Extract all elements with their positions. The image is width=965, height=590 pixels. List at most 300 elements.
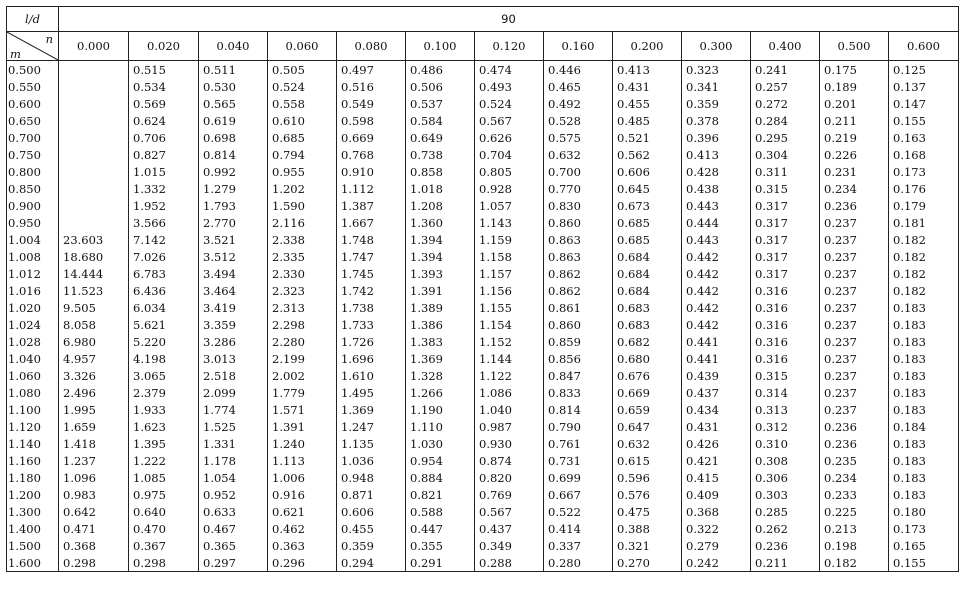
value-cell: 0.201	[820, 95, 889, 112]
value-cell: 0.684	[613, 282, 682, 299]
value-cell: 1.495	[337, 384, 406, 401]
table-row	[7, 418, 959, 435]
m-value-cell: 1.008	[7, 248, 59, 265]
value-cell: 0.355	[406, 537, 475, 554]
value-cell: 1.995	[59, 401, 129, 418]
table-row	[7, 554, 959, 572]
value-cell: 0.262	[751, 520, 820, 537]
value-cell: 0.175	[820, 61, 889, 79]
value-cell: 0.294	[337, 554, 406, 572]
value-cell: 0.414	[544, 520, 613, 537]
value-cell: 0.446	[544, 61, 613, 79]
value-cell: 3.286	[199, 333, 268, 350]
value-cell: 1.110	[406, 418, 475, 435]
data-table	[6, 6, 959, 572]
value-cell: 0.168	[889, 146, 959, 163]
value-cell: 0.322	[682, 520, 751, 537]
m-value-cell: 1.300	[7, 503, 59, 520]
value-cell: 0.237	[820, 367, 889, 384]
value-cell: 5.220	[129, 333, 199, 350]
value-cell: 0.474	[475, 61, 544, 79]
value-cell	[59, 129, 129, 146]
value-cell: 0.441	[682, 350, 751, 367]
value-cell: 3.419	[199, 299, 268, 316]
value-cell: 0.621	[268, 503, 337, 520]
value-cell: 0.284	[751, 112, 820, 129]
value-cell: 1.386	[406, 316, 475, 333]
value-cell: 0.303	[751, 486, 820, 503]
table-row	[7, 503, 959, 520]
value-cell: 7.026	[129, 248, 199, 265]
value-cell: 0.833	[544, 384, 613, 401]
value-cell: 0.521	[613, 129, 682, 146]
value-cell: 1.418	[59, 435, 129, 452]
value-cell: 0.814	[199, 146, 268, 163]
value-cell: 1.266	[406, 384, 475, 401]
value-cell	[59, 95, 129, 112]
value-cell: 1.190	[406, 401, 475, 418]
value-cell: 2.280	[268, 333, 337, 350]
value-cell: 3.013	[199, 350, 268, 367]
value-cell: 3.494	[199, 265, 268, 282]
value-cell: 1.328	[406, 367, 475, 384]
value-cell: 0.770	[544, 180, 613, 197]
value-cell: 1.178	[199, 452, 268, 469]
value-cell: 0.421	[682, 452, 751, 469]
value-cell: 0.237	[820, 282, 889, 299]
value-cell: 0.236	[751, 537, 820, 554]
value-cell: 0.323	[682, 61, 751, 79]
value-cell: 0.189	[820, 78, 889, 95]
value-cell: 0.415	[682, 469, 751, 486]
value-cell: 0.165	[889, 537, 959, 554]
value-cell: 0.236	[820, 418, 889, 435]
value-cell: 0.183	[889, 350, 959, 367]
value-cell: 0.426	[682, 435, 751, 452]
value-cell: 1.391	[268, 418, 337, 435]
header-row-n	[7, 32, 959, 61]
value-cell: 3.566	[129, 214, 199, 231]
value-cell: 7.142	[129, 231, 199, 248]
value-cell: 0.862	[544, 265, 613, 282]
m-value-cell: 1.140	[7, 435, 59, 452]
value-cell: 0.820	[475, 469, 544, 486]
m-value-cell: 1.500	[7, 537, 59, 554]
value-cell: 0.234	[820, 180, 889, 197]
n-header-cell: 0.060	[268, 32, 337, 61]
value-cell: 0.462	[268, 520, 337, 537]
value-cell: 0.682	[613, 333, 682, 350]
value-cell: 0.181	[889, 214, 959, 231]
m-label: m	[10, 47, 21, 61]
value-cell: 0.884	[406, 469, 475, 486]
m-value-cell: 1.040	[7, 350, 59, 367]
table-row	[7, 146, 959, 163]
value-cell: 3.521	[199, 231, 268, 248]
value-cell: 1.369	[337, 401, 406, 418]
value-cell: 0.183	[889, 299, 959, 316]
value-cell: 1.152	[475, 333, 544, 350]
value-cell: 0.916	[268, 486, 337, 503]
value-cell: 0.506	[406, 78, 475, 95]
value-cell: 0.683	[613, 299, 682, 316]
value-cell: 0.155	[889, 554, 959, 572]
value-cell: 1.742	[337, 282, 406, 299]
value-cell: 1.952	[129, 197, 199, 214]
value-cell: 0.237	[820, 265, 889, 282]
value-cell: 0.288	[475, 554, 544, 572]
value-cell: 0.642	[59, 503, 129, 520]
value-cell: 0.183	[889, 367, 959, 384]
value-cell: 0.183	[889, 486, 959, 503]
n-header-cell: 0.200	[613, 32, 682, 61]
value-cell: 0.308	[751, 452, 820, 469]
value-cell: 1.738	[337, 299, 406, 316]
value-cell: 0.234	[820, 469, 889, 486]
value-cell: 0.163	[889, 129, 959, 146]
value-cell: 0.306	[751, 469, 820, 486]
value-cell: 0.317	[751, 231, 820, 248]
value-cell: 0.280	[544, 554, 613, 572]
value-cell: 0.669	[613, 384, 682, 401]
value-cell: 0.700	[544, 163, 613, 180]
value-cell: 0.237	[820, 384, 889, 401]
table-row	[7, 469, 959, 486]
value-cell: 0.183	[889, 384, 959, 401]
value-cell: 0.465	[544, 78, 613, 95]
value-cell: 0.565	[199, 95, 268, 112]
value-cell: 0.549	[337, 95, 406, 112]
n-header-cell: 0.080	[337, 32, 406, 61]
table-row	[7, 78, 959, 95]
value-cell: 1.240	[268, 435, 337, 452]
table-row	[7, 435, 959, 452]
value-cell: 3.359	[199, 316, 268, 333]
m-value-cell: 1.016	[7, 282, 59, 299]
value-cell: 0.365	[199, 537, 268, 554]
value-cell: 0.183	[889, 401, 959, 418]
value-cell: 0.640	[129, 503, 199, 520]
value-cell: 0.270	[613, 554, 682, 572]
table-row	[7, 282, 959, 299]
value-cell: 1.202	[268, 180, 337, 197]
value-cell: 1.006	[268, 469, 337, 486]
value-cell: 1.015	[129, 163, 199, 180]
value-cell: 0.794	[268, 146, 337, 163]
value-cell: 0.676	[613, 367, 682, 384]
m-value-cell: 0.900	[7, 197, 59, 214]
value-cell: 0.830	[544, 197, 613, 214]
value-cell: 0.698	[199, 129, 268, 146]
value-cell: 1.086	[475, 384, 544, 401]
value-cell: 0.930	[475, 435, 544, 452]
value-cell: 0.619	[199, 112, 268, 129]
value-cell: 0.211	[820, 112, 889, 129]
m-value-cell: 1.012	[7, 265, 59, 282]
value-cell: 1.036	[337, 452, 406, 469]
value-cell: 3.326	[59, 367, 129, 384]
value-cell: 0.441	[682, 333, 751, 350]
value-cell: 0.237	[820, 248, 889, 265]
value-cell	[59, 61, 129, 79]
value-cell	[59, 163, 129, 180]
value-cell: 0.173	[889, 163, 959, 180]
value-cell: 0.606	[337, 503, 406, 520]
value-cell: 0.437	[682, 384, 751, 401]
value-cell: 2.335	[268, 248, 337, 265]
value-cell: 1.391	[406, 282, 475, 299]
value-cell: 0.182	[889, 231, 959, 248]
value-cell: 0.242	[682, 554, 751, 572]
value-cell: 0.297	[199, 554, 268, 572]
value-cell: 1.144	[475, 350, 544, 367]
value-cell: 0.485	[613, 112, 682, 129]
value-cell: 0.847	[544, 367, 613, 384]
value-cell: 0.633	[199, 503, 268, 520]
table-row	[7, 163, 959, 180]
value-cell: 0.183	[889, 469, 959, 486]
value-cell: 23.603	[59, 231, 129, 248]
value-cell: 0.632	[613, 435, 682, 452]
n-header-cell: 0.600	[889, 32, 959, 61]
value-cell: 2.313	[268, 299, 337, 316]
value-cell: 1.040	[475, 401, 544, 418]
value-cell: 0.610	[268, 112, 337, 129]
value-cell: 2.323	[268, 282, 337, 299]
table-row	[7, 214, 959, 231]
value-cell: 1.733	[337, 316, 406, 333]
m-value-cell: 0.850	[7, 180, 59, 197]
value-cell: 0.805	[475, 163, 544, 180]
value-cell: 0.237	[820, 299, 889, 316]
table-row	[7, 316, 959, 333]
value-cell: 0.368	[59, 537, 129, 554]
value-cell: 6.783	[129, 265, 199, 282]
value-cell: 0.685	[613, 214, 682, 231]
value-cell: 1.331	[199, 435, 268, 452]
value-cell: 1.112	[337, 180, 406, 197]
value-cell: 1.779	[268, 384, 337, 401]
value-cell: 6.980	[59, 333, 129, 350]
value-cell: 1.745	[337, 265, 406, 282]
value-cell: 0.615	[613, 452, 682, 469]
value-cell: 0.182	[889, 282, 959, 299]
value-cell: 1.332	[129, 180, 199, 197]
value-cell: 1.774	[199, 401, 268, 418]
value-cell: 1.748	[337, 231, 406, 248]
value-cell: 1.157	[475, 265, 544, 282]
value-cell: 0.534	[129, 78, 199, 95]
value-cell: 0.442	[682, 316, 751, 333]
value-cell: 0.313	[751, 401, 820, 418]
value-cell: 0.219	[820, 129, 889, 146]
value-cell: 1.383	[406, 333, 475, 350]
value-cell: 0.180	[889, 503, 959, 520]
table-row	[7, 129, 959, 146]
value-cell: 1.156	[475, 282, 544, 299]
value-cell: 0.861	[544, 299, 613, 316]
value-cell: 14.444	[59, 265, 129, 282]
value-cell: 1.394	[406, 248, 475, 265]
value-cell: 0.790	[544, 418, 613, 435]
value-cell: 0.928	[475, 180, 544, 197]
value-cell: 1.135	[337, 435, 406, 452]
value-cell: 0.237	[820, 214, 889, 231]
value-cell: 2.199	[268, 350, 337, 367]
value-cell: 3.464	[199, 282, 268, 299]
value-cell: 0.493	[475, 78, 544, 95]
n-header-cell: 0.300	[682, 32, 751, 61]
value-cell: 4.198	[129, 350, 199, 367]
value-cell: 3.512	[199, 248, 268, 265]
value-cell: 1.726	[337, 333, 406, 350]
value-cell: 1.623	[129, 418, 199, 435]
value-cell: 0.699	[544, 469, 613, 486]
value-cell: 0.233	[820, 486, 889, 503]
value-cell: 1.387	[337, 197, 406, 214]
table-row	[7, 384, 959, 401]
value-cell: 0.317	[751, 197, 820, 214]
value-cell: 0.296	[268, 554, 337, 572]
value-cell: 0.317	[751, 214, 820, 231]
value-cell: 0.859	[544, 333, 613, 350]
value-cell: 0.316	[751, 333, 820, 350]
value-cell: 2.338	[268, 231, 337, 248]
value-cell: 0.310	[751, 435, 820, 452]
value-cell: 0.367	[129, 537, 199, 554]
value-cell: 0.237	[820, 231, 889, 248]
value-cell: 0.182	[889, 265, 959, 282]
value-cell	[59, 180, 129, 197]
value-cell: 0.821	[406, 486, 475, 503]
value-cell: 0.731	[544, 452, 613, 469]
value-cell: 0.298	[129, 554, 199, 572]
value-cell: 0.226	[820, 146, 889, 163]
value-cell: 0.530	[199, 78, 268, 95]
value-cell: 0.647	[613, 418, 682, 435]
table-row	[7, 537, 959, 554]
value-cell: 1.590	[268, 197, 337, 214]
value-cell: 0.413	[682, 146, 751, 163]
value-cell: 0.231	[820, 163, 889, 180]
value-cell: 1.933	[129, 401, 199, 418]
value-cell: 0.562	[613, 146, 682, 163]
n-header-cell: 0.100	[406, 32, 475, 61]
value-cell: 2.116	[268, 214, 337, 231]
value-cell: 0.213	[820, 520, 889, 537]
table-row	[7, 61, 959, 79]
value-cell: 0.183	[889, 452, 959, 469]
value-cell: 0.511	[199, 61, 268, 79]
value-cell: 0.948	[337, 469, 406, 486]
value-cell: 0.444	[682, 214, 751, 231]
value-cell: 0.704	[475, 146, 544, 163]
value-cell: 0.455	[613, 95, 682, 112]
table-row	[7, 265, 959, 282]
value-cell: 0.528	[544, 112, 613, 129]
value-cell: 0.814	[544, 401, 613, 418]
value-cell: 0.567	[475, 112, 544, 129]
value-cell: 1.747	[337, 248, 406, 265]
value-cell: 0.442	[682, 282, 751, 299]
value-cell: 0.827	[129, 146, 199, 163]
m-value-cell: 0.800	[7, 163, 59, 180]
value-cell: 0.684	[613, 248, 682, 265]
table-row	[7, 520, 959, 537]
value-cell: 0.279	[682, 537, 751, 554]
value-cell: 1.222	[129, 452, 199, 469]
value-cell: 0.983	[59, 486, 129, 503]
value-cell: 1.143	[475, 214, 544, 231]
value-cell: 0.470	[129, 520, 199, 537]
value-cell: 0.437	[475, 520, 544, 537]
value-cell: 0.442	[682, 265, 751, 282]
value-cell: 1.237	[59, 452, 129, 469]
value-cell: 2.496	[59, 384, 129, 401]
value-cell	[59, 197, 129, 214]
value-cell: 0.443	[682, 231, 751, 248]
value-cell: 0.316	[751, 350, 820, 367]
value-cell: 0.492	[544, 95, 613, 112]
value-cell: 18.680	[59, 248, 129, 265]
value-cell: 0.341	[682, 78, 751, 95]
value-cell: 0.443	[682, 197, 751, 214]
value-cell: 0.447	[406, 520, 475, 537]
value-cell: 1.030	[406, 435, 475, 452]
value-cell: 0.856	[544, 350, 613, 367]
value-cell: 0.431	[613, 78, 682, 95]
value-cell: 0.317	[751, 265, 820, 282]
value-cell: 0.706	[129, 129, 199, 146]
value-cell: 0.992	[199, 163, 268, 180]
value-cell: 1.096	[59, 469, 129, 486]
value-cell: 1.793	[199, 197, 268, 214]
n-label: n	[45, 32, 53, 46]
value-cell: 0.183	[889, 333, 959, 350]
value-cell: 0.516	[337, 78, 406, 95]
value-cell: 0.184	[889, 418, 959, 435]
value-cell: 0.659	[613, 401, 682, 418]
value-cell: 0.237	[820, 401, 889, 418]
header-row-ld	[7, 7, 959, 32]
value-cell: 0.858	[406, 163, 475, 180]
value-cell: 0.685	[268, 129, 337, 146]
value-cell: 0.409	[682, 486, 751, 503]
m-value-cell: 1.120	[7, 418, 59, 435]
table-container	[6, 6, 959, 572]
value-cell: 0.738	[406, 146, 475, 163]
value-cell: 1.018	[406, 180, 475, 197]
m-value-cell: 1.080	[7, 384, 59, 401]
value-cell: 0.241	[751, 61, 820, 79]
table-row	[7, 299, 959, 316]
value-cell: 0.584	[406, 112, 475, 129]
value-cell: 0.314	[751, 384, 820, 401]
value-cell: 0.235	[820, 452, 889, 469]
value-cell: 0.439	[682, 367, 751, 384]
value-cell: 0.237	[820, 350, 889, 367]
m-value-cell: 1.180	[7, 469, 59, 486]
value-cell: 0.497	[337, 61, 406, 79]
value-cell: 1.208	[406, 197, 475, 214]
value-cell: 1.159	[475, 231, 544, 248]
table-row	[7, 486, 959, 503]
value-cell: 0.522	[544, 503, 613, 520]
table-row	[7, 452, 959, 469]
value-cell: 1.389	[406, 299, 475, 316]
value-cell: 0.182	[889, 248, 959, 265]
value-cell: 8.058	[59, 316, 129, 333]
